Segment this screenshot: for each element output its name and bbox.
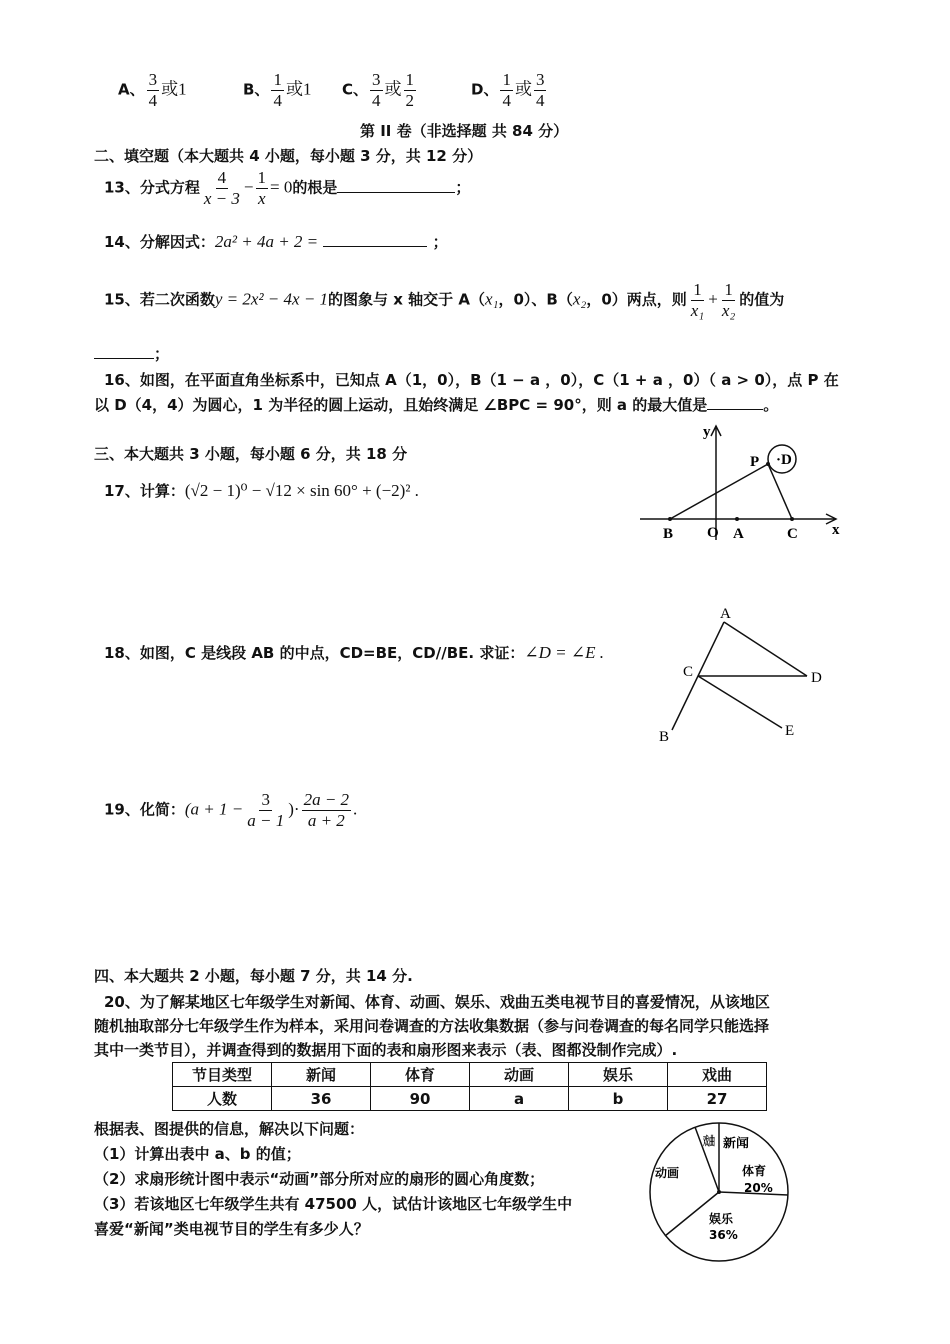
question-13: 13、分式方程 $\frac{4}{x - 3}$ − $\frac{1}{x}$ = 0的根是 ； [104,168,471,208]
question-15-answer: ； [94,343,169,364]
table-cell: a [470,1087,569,1111]
label-o: O [707,525,719,541]
label-a: A [720,606,731,622]
question-20-line2: 随机抽取部分七年级学生作为样本，采用问卷调查的方法收集数据（参与问卷调查的每名同学只能选择 [94,1017,770,1035]
slice-pct-tiyu: 20% [744,1181,773,1195]
question-20-sub3b: 喜爱“新闻”类电视节目的学生有多少人？ [94,1220,369,1238]
label-c: C [787,526,798,542]
segment-pb [670,464,768,519]
question-20-sub1: （1）计算出表中 a、b 的值； [94,1145,301,1163]
point-c [790,517,794,521]
table-cell: 娱乐 [569,1063,668,1087]
question-18: 18、如图，C 是线段 AB 的中点，CD=BE，CD//BE. 求证：∠D = ∠E . [104,643,604,662]
answer-blank[interactable] [94,358,154,359]
label-e: E [785,723,795,739]
pie-chart [645,1117,795,1267]
question-20-line1: 20、为了解某地区七年级学生对新闻、体育、动画、娱乐、戏曲五类电视节目的喜爱情况，从该地区 [104,993,770,1011]
question-19: 19、化简：(a + 1 − $\frac{3}{a - 1}$ )· $\frac{2a - 2}{a + 2}$ . [104,790,358,830]
q12-option-b: B、 $\frac{1}{4}$ 或1 [243,70,312,110]
question-16-line1: 16、如图，在平面直角坐标系中，已知点 A（1，0），B（1 − a ，0），C（1 + a ，0）（ a > 0），点 P 在 [104,371,839,389]
answer-blank[interactable] [707,409,763,410]
label-x: x [832,522,840,538]
table-cell: 90 [371,1087,470,1111]
question-20-sub2: （2）求扇形统计图中表示“动画”部分所对应的扇形的圆心角度数； [94,1170,545,1188]
label-p: P [750,454,760,470]
survey-table [172,1062,767,1111]
answer-blank[interactable] [323,246,427,247]
q12-option-a: A、 $\frac{3}{4}$ 或1 [118,70,187,110]
slice-label-xinwen: 新闻 [723,1136,748,1150]
label-d: D [811,670,822,686]
slice-label-yule: 娱乐 [709,1212,734,1226]
q12-option-d: D、 $\frac{1}{4}$ 或 $\frac{3}{4}$ [471,70,545,110]
label-c: C [683,664,694,680]
label-b: B [659,729,670,745]
slice-label-xiqu-1 [703,1133,715,1148]
segment-ad [724,622,807,676]
section2-title: 二、填空题（本大题共 4 小题，每小题 3 分，共 12 分） [94,147,483,165]
part2-title: 第 II 卷（非选择题 共 84 分） [360,122,569,140]
question-20-sub3a: （3）若该地区七年级学生共有 47500 人，试估计该地区七年级学生中 [94,1195,573,1213]
section4-title: 四、本大题共 2 小题，每小题 7 分，共 14 分. [94,967,413,985]
section3-title: 三、本大题共 3 小题，每小题 6 分，共 18 分 [94,445,408,463]
table-cell: 动画 [470,1063,569,1087]
point-p [766,462,770,466]
label-y: y [703,424,711,440]
point-a [735,517,739,521]
table-cell: 人数 [173,1087,272,1111]
question-15: 15、若二次函数y = 2x² − 4x − 1的图象与 x 轴交于 A（x₁，0）、B（x₂，0）两点，则 $\frac{1}{\text{x₁}}$ + $\frac{1}{\text{x₂}}$ 的值为 [104,280,785,320]
table-row [173,1063,767,1087]
pie-center [717,1190,721,1194]
table-cell: 戏曲 [668,1063,767,1087]
triangle-figure [652,600,832,748]
question-16-line2: 以 D（4，4）为圆心，1 为半径的圆上运动，且始终满足 ∠BPC = 90°，则 a 的最大值是 。 [94,396,779,414]
question-14: 14、分解因式：2a² + 4a + 2 = ； [104,232,448,251]
table-cell: 27 [668,1087,767,1111]
slice-label-tiyu: 体育 [742,1164,767,1178]
table-cell: 新闻 [272,1063,371,1087]
label-b: B [663,526,674,542]
q12-option-c: C、 $\frac{3}{4}$ 或 $\frac{1}{2}$ [342,70,415,110]
label-a: A [733,526,744,542]
answer-blank[interactable] [337,192,455,193]
table-cell: 36 [272,1087,371,1111]
point-b [668,517,672,521]
table-cell: b [569,1087,668,1111]
slice-pct-yule: 36% [709,1228,738,1242]
table-cell: 节目类型 [173,1063,272,1087]
question-20-line3: 其中一类节目），并调查得到的数据用下面的表和扇形图来表示（表、图都没制作完成）. [94,1041,678,1059]
slice-label-donghua: 动画 [655,1166,680,1180]
question-20-intro: 根据表、图提供的信息，解决以下问题： [94,1120,365,1138]
question-17: 17、计算：(√2 − 1)⁰ − √12 × sin 60° + (−2)² . [104,481,419,500]
coordinate-figure [636,420,851,550]
label-d: ·D [776,452,792,468]
segment-ce [698,676,782,728]
table-cell: 体育 [371,1063,470,1087]
table-row [173,1087,767,1111]
